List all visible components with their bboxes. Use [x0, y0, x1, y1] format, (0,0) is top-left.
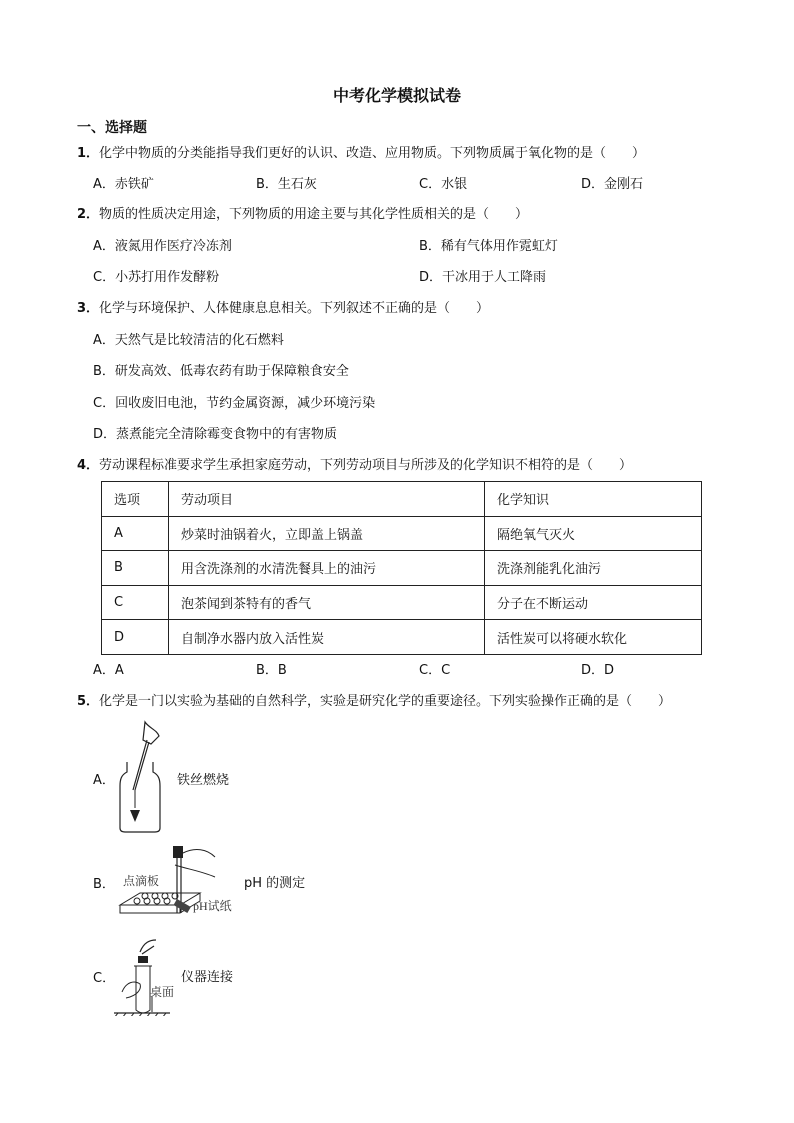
option-d: D．D — [581, 663, 615, 678]
table-row — [102, 516, 702, 551]
question-number: 1． — [77, 146, 100, 161]
table-row — [102, 551, 702, 586]
option-c-caption: 仪器连接 — [181, 970, 234, 985]
cell: 隔绝氧气灭火 — [485, 516, 702, 551]
option-a-letter: A． — [93, 773, 115, 788]
option-d: D．金刚石 — [581, 177, 644, 192]
option-b: B．B — [256, 663, 287, 678]
desk-label: 桌面 — [150, 985, 175, 999]
cell: 炒菜时油锅着火，立即盖上锅盖 — [169, 516, 485, 551]
option-c-letter: C． — [93, 971, 116, 986]
option-b-caption: pH 的测定 — [244, 876, 306, 891]
option-a: A．赤铁矿 — [93, 177, 154, 192]
table-row — [102, 620, 702, 655]
cell: 泡茶闻到茶特有的香气 — [169, 585, 485, 620]
question-number: 2． — [77, 207, 100, 222]
cell: 分子在不断运动 — [485, 585, 702, 620]
option-c: C．小苏打用作发酵粉 — [93, 270, 220, 285]
cell: D — [102, 620, 169, 655]
option-a-caption: 铁丝燃烧 — [177, 773, 230, 788]
option-a: A．天然气是比较清洁的化石燃料 — [93, 333, 284, 348]
option-a: A．液氮用作医疗冷冻剂 — [93, 239, 232, 254]
question-number: 4． — [77, 458, 100, 473]
option-c: C．水银 — [419, 177, 468, 192]
cell: A — [102, 516, 169, 551]
option-c: C．回收废旧电池，节约金属资源，减少环境污染 — [93, 396, 376, 411]
page-title: 中考化学模拟试卷 — [332, 86, 461, 105]
cell: 自制净水器内放入活性炭 — [169, 620, 485, 655]
option-b: B．稀有气体用作霓虹灯 — [419, 239, 558, 254]
question-text: 化学是一门以实验为基础的自然科学，实验是研究化学的重要途径。下列实验操作正确的是（ ） — [99, 694, 672, 709]
cell: 洗涤剂能乳化油污 — [485, 551, 702, 586]
option-d: D．蒸煮能完全清除霉变食物中的有害物质 — [93, 427, 338, 442]
question-text: 化学与环境保护、人体健康息息相关。下列叙述不正确的是（ ） — [99, 301, 490, 316]
option-b: B．研发高效、低毒农药有助于保障粮食安全 — [93, 364, 349, 379]
cell: 活性炭可以将硬水软化 — [485, 620, 702, 655]
option-d: D．干冰用于人工降雨 — [419, 270, 547, 285]
cell: C — [102, 585, 169, 620]
option-c: C．C — [419, 663, 451, 678]
header-cell: 选项 — [102, 482, 169, 517]
question-number: 5． — [77, 694, 100, 709]
cell: 用含洗涤剂的水清洗餐具上的油污 — [169, 551, 485, 586]
question-number: 3． — [77, 301, 100, 316]
option-b-letter: B． — [93, 877, 115, 892]
question-text: 劳动课程标准要求学生承担家庭劳动，下列劳动项目与所涉及的化学知识不相符的是（ ） — [99, 458, 633, 473]
apparatus-connection-illustration — [112, 936, 182, 1016]
question-text: 物质的性质决定用途，下列物质的用途主要与其化学性质相关的是（ ） — [99, 207, 529, 222]
iron-wire-burning-illustration — [115, 720, 175, 835]
knowledge-table — [101, 481, 702, 655]
question-text: 化学中物质的分类能指导我们更好的认识、改造、应用物质。下列物质属于氧化物的是（ ） — [99, 146, 646, 161]
ph-paper-label: pH试纸 — [193, 899, 232, 913]
table-header-row — [102, 482, 702, 517]
spot-plate-label: 点滴板 — [123, 874, 160, 888]
option-b: B．生石灰 — [256, 177, 317, 192]
option-a: A．A — [93, 663, 124, 678]
header-cell: 劳动项目 — [169, 482, 485, 517]
table-row — [102, 585, 702, 620]
header-cell: 化学知识 — [485, 482, 702, 517]
section-heading: 一、选择题 — [77, 120, 147, 136]
cell: B — [102, 551, 169, 586]
